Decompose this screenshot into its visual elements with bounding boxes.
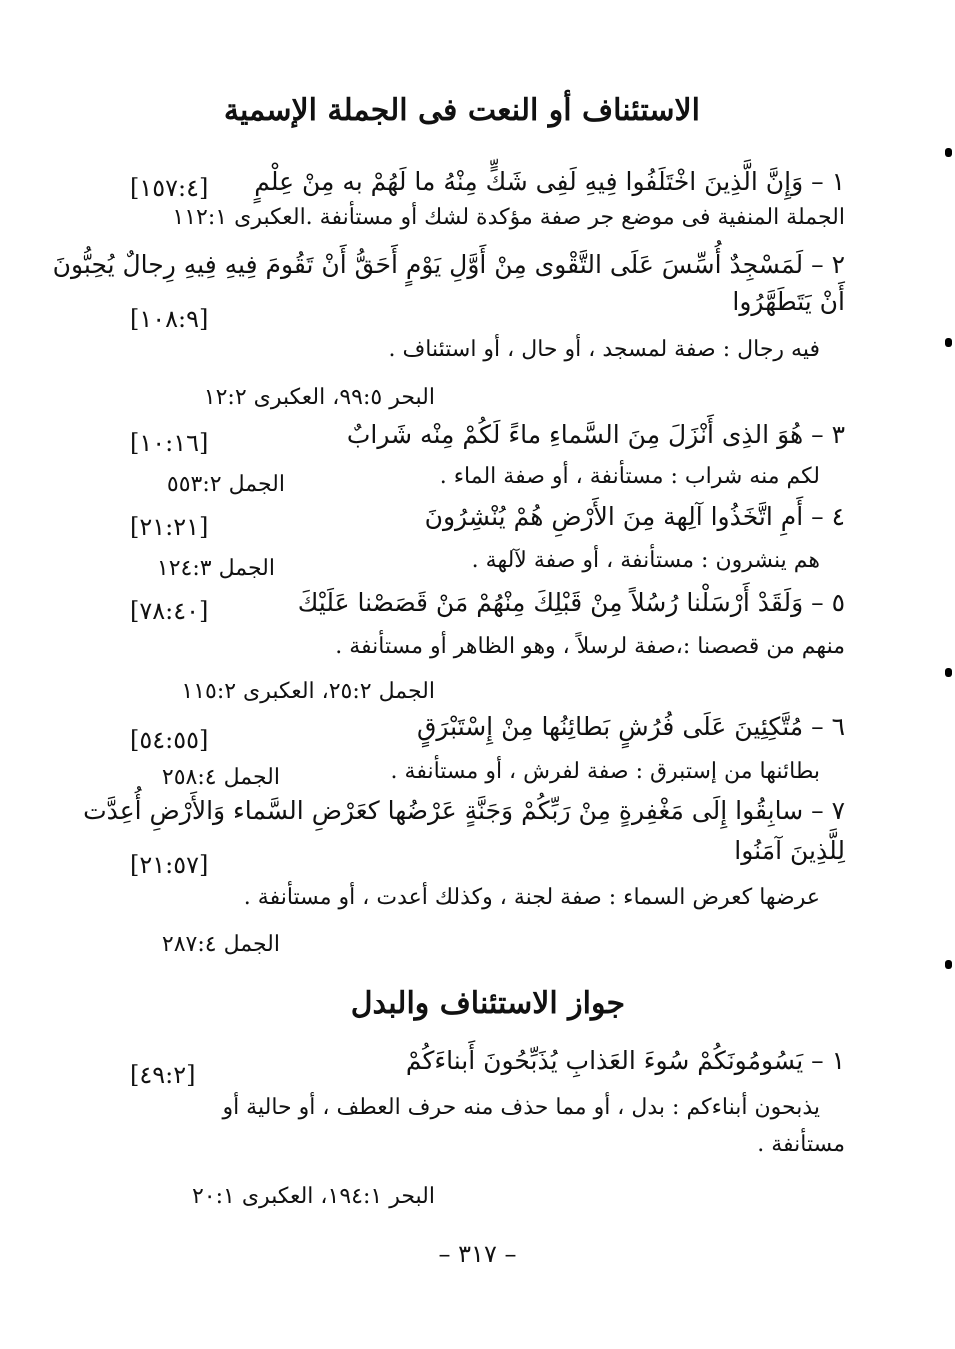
verse-reference: [١٠٨:٩]: [130, 305, 209, 333]
page-number: – ٣١٧ –: [438, 1240, 517, 1268]
source-citation: البحر ١٩٤:١، العكبرى ٢٠:١: [191, 1184, 435, 1209]
verse-reference: [٥٤:٥٥]: [130, 726, 209, 754]
verse-reference: [٤٩:٢]: [130, 1061, 196, 1089]
verse-line: ٦ – مُتَّكِئِينَ عَلَى فُرُشٍ بَطائِنُها مِنْ إِسْتَبْرَقٍ: [416, 712, 845, 741]
verse-line: ٥ – وَلَقَدْ أَرْسَلْنا رُسُلاً مِنْ قَبْلِكَ مِنْهُمْ مَنْ قَصَصْنا عَلَيْكَ: [297, 588, 845, 617]
source-citation: الجمل ٥٥٣:٢: [166, 472, 285, 497]
verse-line: ١ – وَإِنَّ الَّذِينَ اخْتَلَفُوا فِيهِ لَفِى شَكٍّ مِنْهُ ما لَهُمْ به مِنْ عِلْمٍ: [254, 167, 845, 196]
verse-line-continued: أَنْ يَتَطَهَّرُوا: [732, 287, 845, 316]
verse-line: ١ – يَسُومُونَكُمْ سُوءَ العَذابِ يُذَبِّحُونَ أَبناءَكُمْ: [405, 1046, 845, 1075]
commentary-line: منهم من قصصنا :،صفة لرسلاً ، وهو الظاهر أو مستأنفة .: [335, 634, 845, 659]
commentary-line: يذبحون أبناءكم : بدل ، أو مما حذف منه حرف العطف ، أو حالية أو: [222, 1095, 820, 1120]
commentary-line: عرضها كعرض السماء : صفة لجنة ، وكذلك أعدت ، أو مستأنفة .: [243, 885, 820, 910]
source-citation: الجمل ١٢٤:٣: [156, 556, 275, 581]
verse-line-continued: لِلَّذِينَ آمَنُوا: [734, 836, 845, 865]
verse-reference: [١٥٧:٤]: [130, 174, 209, 202]
scan-mark: [945, 668, 952, 677]
section-title: الاستئناف أو النعت فى الجملة الإسمية: [223, 93, 700, 128]
verse-line: ٤ – أَمِ اتَّخَذُوا آلِهة مِنَ الأَرْضِ هُمْ يُنْشِرُونَ: [424, 502, 845, 531]
verse-line: ٧ – سابِقُوا إِلَى مَغْفِرةٍ مِنْ رَبِّكُمْ وَجَنَّةٍ عَرْضُها كعَرْضِ السَّماء وَالأَرْضِ أُعِدَّت: [83, 796, 845, 825]
commentary-line-continued: مستأنفة .: [757, 1132, 845, 1157]
verse-line: ٣ – هُوَ الذِى أَنْزَلَ مِنَ السَّماءِ ماءً لَكُمْ مِنْه شَرابٌ: [346, 420, 845, 449]
verse-reference: [٢١:٢١]: [130, 513, 209, 541]
commentary-line: فيه رجال : صفة لمسجد ، أو حال ، أو استئناف .: [388, 337, 820, 362]
commentary-line: لكم منه شراب : مستأنفة ، أو صفة الماء .: [439, 464, 820, 489]
scan-mark: [945, 338, 952, 347]
verse-reference: [٧٨:٤٠]: [130, 597, 209, 625]
verse-line: ٢ – لَمَسْجِدٌ أُسِّسَ عَلَى التَّقْوى مِنْ أَوَّلِ يَوْمٍ أَحَقُّ أَنْ تَقُومَ فِيهِ فِيهِ رِجالٌ يُحِبُّونَ: [52, 250, 845, 279]
scan-mark: [945, 148, 952, 157]
commentary-line: هم ينشرون : مستأنفة ، أو صفة لآلهة .: [471, 548, 820, 573]
source-citation: الجمل ٢٥٨:٤: [161, 765, 280, 790]
commentary-line: بطائنها من إستبرق : صفة لفرش ، أو مستأنفة .: [390, 759, 820, 784]
source-citation: الجمل ٢٨٧:٤: [161, 932, 280, 957]
verse-reference: [١٠:١٦]: [130, 429, 209, 457]
verse-reference: [٢١:٥٧]: [130, 851, 209, 879]
scan-mark: [945, 960, 952, 969]
source-citation: الجمل ٢٥:٢، العكبرى ١١٥:٢: [181, 679, 435, 704]
source-citation: البحر ٩٩:٥، العكبرى ١٢:٢: [203, 385, 435, 410]
commentary-line: الجملة المنفية فى موضع جر صفة مؤكدة لشك أو مستأنفة .العكبرى ١١٢:١: [172, 205, 845, 230]
section-title: جواز الاستئناف والبدل: [350, 986, 625, 1021]
